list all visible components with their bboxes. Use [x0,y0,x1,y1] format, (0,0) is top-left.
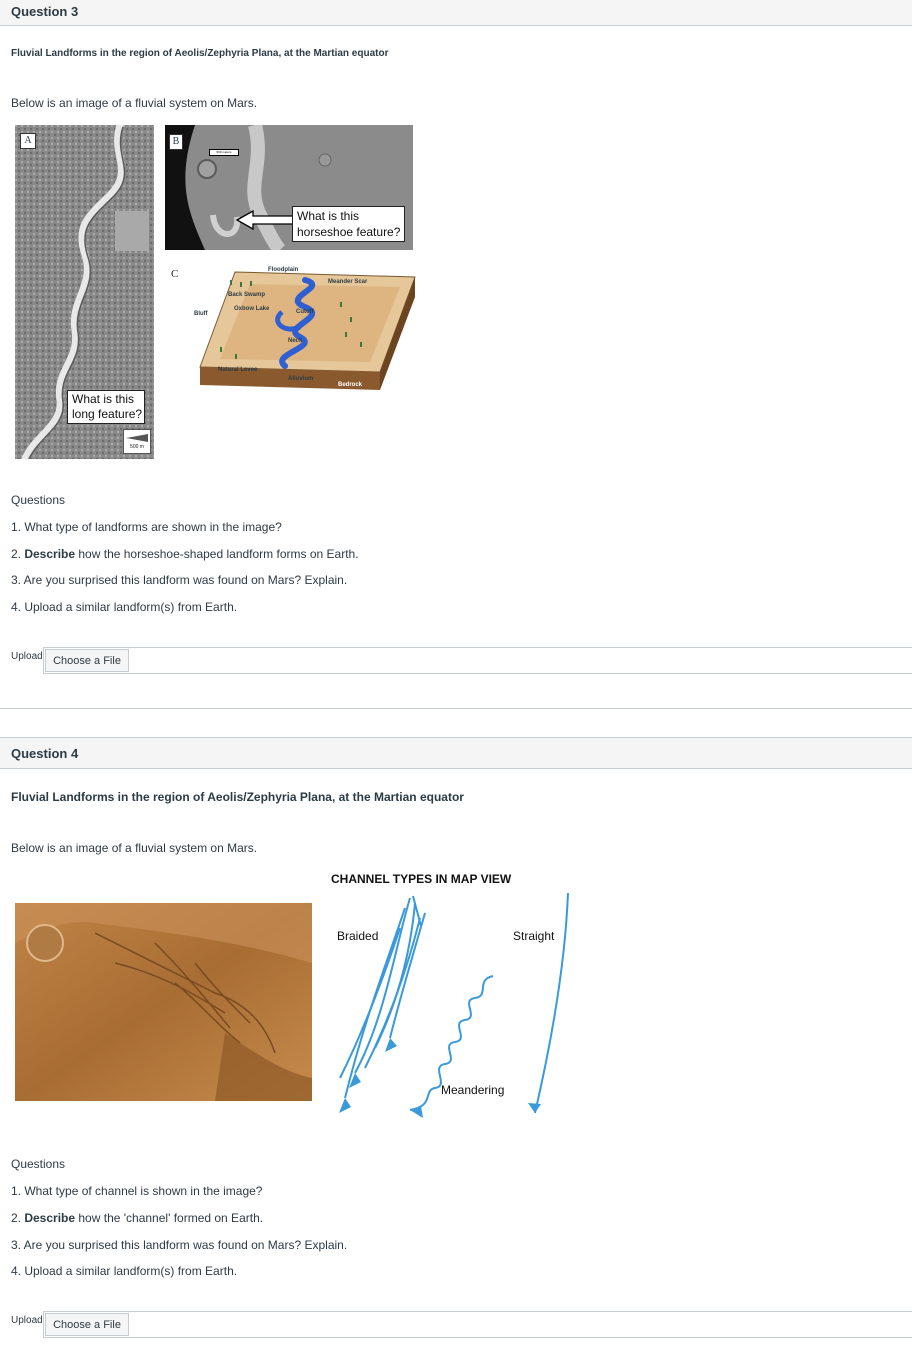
question-3-item-1: 1. What type of landforms are shown in the image? [11,520,282,534]
label-braided: Braided [337,929,379,943]
question-4-questions-heading: Questions [11,1157,66,1171]
question-4-header [0,737,912,769]
callout-long-line1: What is this [72,392,135,406]
q3-item-2-rest: how the horseshoe-shaped landform forms on Earth. [75,547,359,561]
meander-diagram [190,262,418,394]
scale-b-text: 500 meters [216,150,232,154]
meandering-channel [410,976,493,1110]
mars-image-panel-a [15,125,154,459]
question-3-intro: Below is an image of a fluvial system on Mars. [11,96,258,110]
callout-long-line2: long feature? [72,407,143,421]
scale-bar-a [123,429,151,454]
label-oxbow-lake: Oxbow Lake [234,306,270,312]
question-4-item-4: 4. Upload a similar landform(s) from Earth. [11,1264,238,1278]
panel-b-label: B [169,134,183,150]
question-3-item-2 [11,547,359,561]
callout-horseshoe-feature [292,206,405,242]
question-3-heading: Fluvial Landforms in the region of Aeolis/Zephyria Plana, at the Martian equator [11,48,389,59]
q4-item-2-bold: Describe [24,1211,76,1225]
straight-channel [535,893,568,1113]
question-3-upload-label: Upload [11,651,43,662]
question-3-title: Question 3 [11,4,79,19]
label-alluvium: Alluvium [288,376,314,382]
question-4-heading: Fluvial Landforms in the region of Aeolis/Zephyria Plana, at the Martian equator [11,790,464,804]
arrow-left-icon [235,209,295,231]
q4-item-2-rest: how the 'channel' formed on Earth. [75,1211,264,1225]
mars-terrain-channel [15,903,312,1101]
question-4-item-1: 1. What type of channel is shown in the image? [11,1184,263,1198]
label-neck: Neck [288,338,303,344]
callout-horseshoe-line2: horseshoe feature? [297,225,401,239]
label-natural-levee: Natural Levee [218,367,258,373]
label-floodplain: Floodplain [268,267,299,273]
q4-item-2-num: 2. [11,1211,25,1225]
scale-a-text: 500 m [130,444,144,450]
question-4-intro: Below is an image of a fluvial system on Mars. [11,841,258,855]
q3-item-2-num: 2. [11,547,25,561]
channel-types-title: CHANNEL TYPES IN MAP VIEW [331,872,512,886]
label-back-swamp: Back Swamp [228,292,266,298]
callout-long-feature [67,390,145,424]
channel-types-diagram [325,868,580,1130]
panel-c-label: C [171,268,179,280]
question-4-title: Question 4 [11,746,79,761]
question-4-upload-label: Upload [11,1315,43,1326]
question-4-item-3: 3. Are you surprised this landform was found on Mars? Explain. [11,1238,348,1252]
question-4-item-2 [11,1211,263,1225]
label-meandering: Meandering [441,1083,505,1097]
question-3-header [0,0,912,26]
label-bluff: Bluff [194,311,208,317]
label-straight: Straight [513,929,555,943]
label-meander-scar: Meander Scar [328,279,368,285]
question-4-upload-field[interactable] [43,1311,912,1338]
north-arrow-icon [124,431,150,445]
q3-item-2-bold: Describe [24,547,76,561]
panel-a-label: A [20,133,36,149]
question-3-upload-field[interactable] [43,647,912,674]
scale-bar-b [209,149,239,156]
question-3-item-4: 4. Upload a similar landform(s) from Earth. [11,600,238,614]
mars-image-channel [15,903,312,1101]
label-bedrock: Bedrock [338,382,363,388]
question-4-choose-file-button[interactable]: Choose a File [45,1313,129,1336]
braided-channel [340,896,425,1098]
question-3-choose-file-button[interactable]: Choose a File [45,649,129,672]
mars-image-panel-b [165,125,413,250]
question-3-questions-heading: Questions [11,493,66,507]
question-3-item-3: 3. Are you surprised this landform was found on Mars? Explain. [11,573,348,587]
meander-block-diagram [190,262,418,394]
question-separator [0,708,912,709]
callout-horseshoe-line1: What is this [297,209,360,223]
label-cutoff: Cutoff [296,309,314,315]
channel-types-svg [325,868,580,1130]
